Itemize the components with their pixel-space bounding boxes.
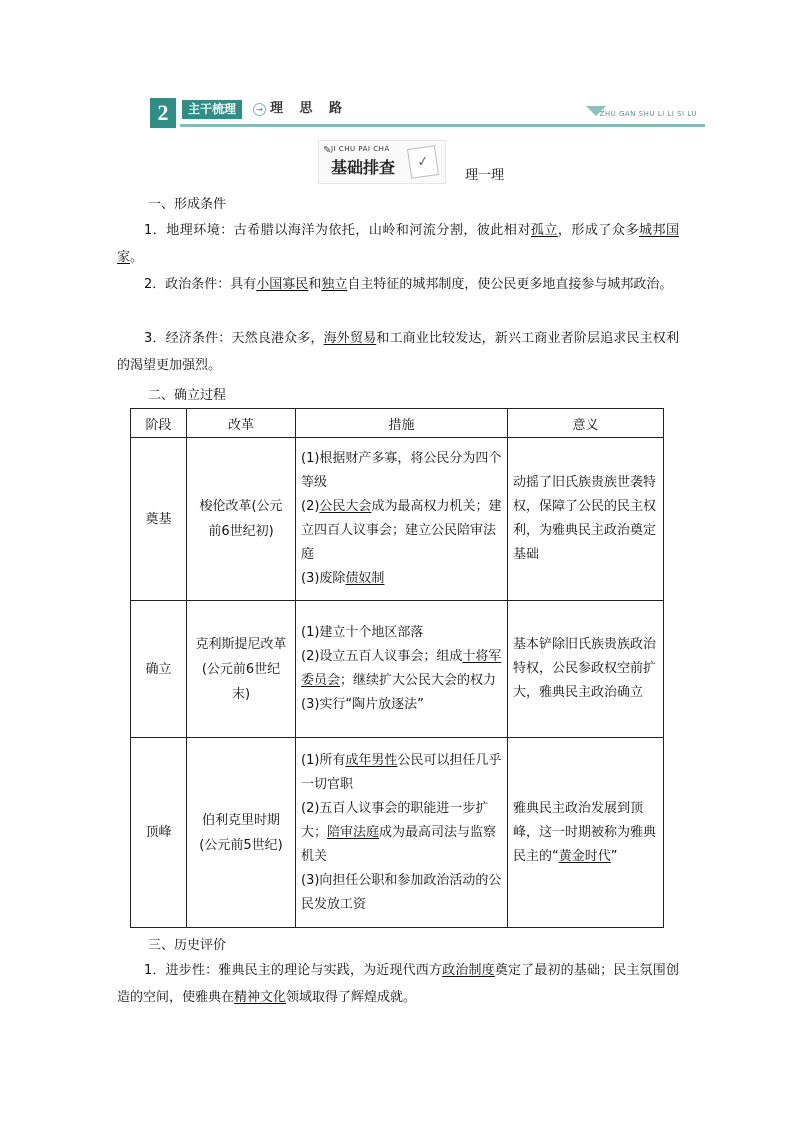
stage-cell: 奠基 (131, 438, 187, 601)
paragraph-progressiveness: 1．进步性：雅典民主的理论与实践，为近现代西方政治制度奠定了最初的基础；民主氛围创造的空间，使雅典在精神文化领域取得了辉煌成就。 (117, 963, 679, 1005)
table-header-row (131, 409, 664, 438)
section-number: 2 (150, 98, 176, 128)
badge-subtitle: 理一理 (465, 168, 505, 183)
section-subtitle: 理 思 路 (270, 101, 349, 116)
notepad-check-icon: ✓ (407, 145, 439, 179)
stage-cell: 顶峰 (131, 738, 187, 928)
stage-cell: 确立 (131, 601, 187, 738)
reform-cell: 梭伦改革(公元前6世纪初) (187, 438, 296, 601)
header-rule (180, 124, 705, 127)
meaning-cell: 动摇了旧氏族贵族世袭特权，保障了公民的民主权利，为雅典民主政治奠定基础 (508, 438, 664, 601)
reform-cell: 伯利克里时期(公元前5世纪) (187, 738, 296, 928)
table-row (131, 601, 664, 738)
brush-icon: ✎ (323, 145, 332, 156)
paragraph-geography: 1．地理环境：古希腊以海洋为依托，山岭和河流分割，彼此相对孤立，形成了众多城邦国家。 (117, 223, 679, 265)
badge-title: 基础排查 (331, 158, 396, 177)
table-row (131, 438, 664, 601)
arrow-circle-icon: → (253, 103, 266, 116)
heading-historical-evaluation: 三、历史评价 (148, 938, 227, 953)
col-header-stage: 阶段 (131, 409, 187, 438)
measures-cell: (1)所有成年男性公民可以担任几乎一切官职 (2)五百人议事会的职能进一步扩大；陪审法庭成为最高司法与监察机关 (3)向担任公职和参加政治活动的公民发放工资 (296, 738, 508, 928)
reform-cell: 克利斯提尼改革(公元前6世纪末) (187, 601, 296, 738)
col-header-reform: 改革 (187, 409, 296, 438)
basic-check-badge (318, 140, 446, 184)
meaning-cell: 基本铲除旧氏族贵族政治特权，公民参政权空前扩大，雅典民主政治确立 (508, 601, 664, 738)
section-pinyin: ZHU GAN SHU LI LI SI LU (599, 110, 697, 118)
badge-pinyin: JI CHU PAI CHA (331, 145, 390, 153)
col-header-meaning: 意义 (508, 409, 664, 438)
meaning-cell: 雅典民主政治发展到顶峰，这一时期被称为雅典民主的“黄金时代” (508, 738, 664, 928)
paragraph-economy: 3．经济条件：天然良港众多，海外贸易和工商业比较发达，新兴工商业者阶层追求民主权利的渴望更加强烈。 (117, 331, 679, 373)
col-header-measures: 措施 (296, 409, 508, 438)
paragraph-politics: 2．政治条件：具有小国寡民和独立自主特征的城邦制度，使公民更多地直接参与城邦政治。 (144, 277, 673, 292)
heading-establishment-process: 二、确立过程 (148, 388, 227, 403)
table-row (131, 738, 664, 928)
heading-formation-conditions: 一、形成条件 (148, 197, 227, 212)
measures-cell: (1)建立十个地区部落 (2)设立五百人议事会；组成十将军委员会；继续扩大公民大会的权力 (3)实行“陶片放逐法” (296, 601, 508, 738)
reform-table (130, 408, 664, 928)
section-tag: 主干梳理 (182, 100, 242, 119)
measures-cell: (1)根据财产多寡，将公民分为四个等级 (2)公民大会成为最高权力机关；建立四百人议事会；建立公民陪审法庭 (3)废除债奴制 (296, 438, 508, 601)
section-header-band (150, 98, 705, 128)
